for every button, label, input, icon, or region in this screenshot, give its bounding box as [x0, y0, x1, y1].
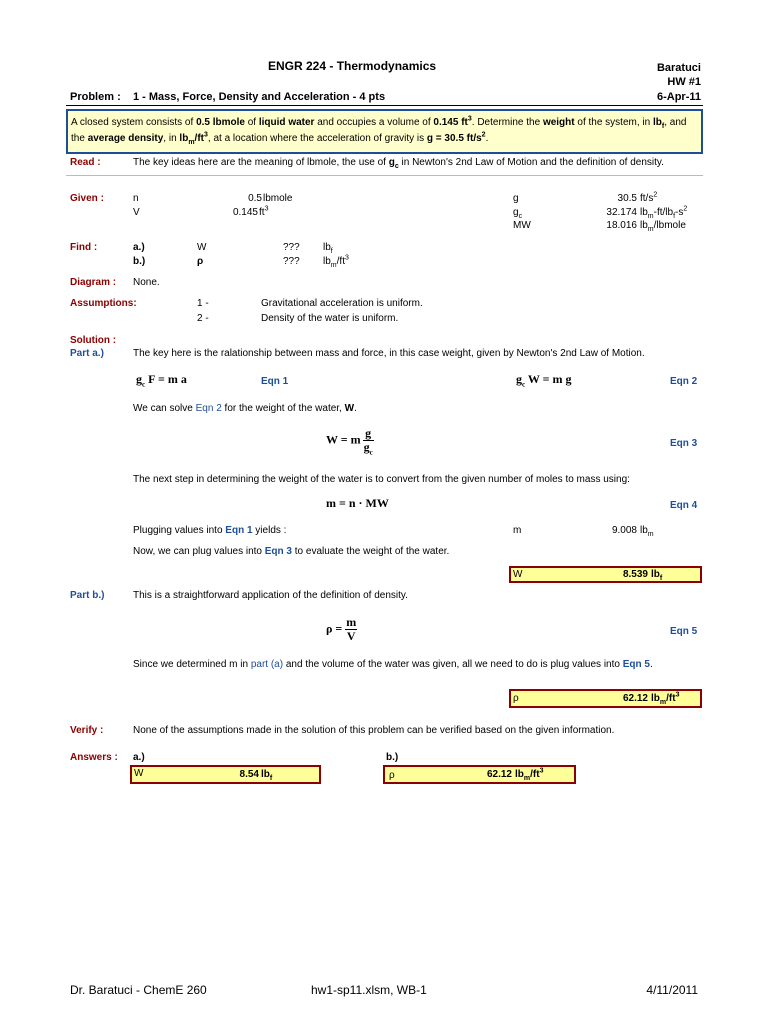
footer-left: Dr. Baratuci - ChemE 260 — [70, 983, 207, 997]
verify-label: Verify : — [70, 725, 104, 736]
answer-b-unit: $lb_m/ft^3$ — [515, 767, 544, 782]
m-unit: $lb_m$ — [640, 525, 654, 538]
given-mw-unit: $lb_m$/lbmole — [640, 220, 686, 233]
answer-a-value: 8.54 — [239, 769, 259, 780]
plug-eqn1-text: Plugging values into Eqn 1 yields : — [133, 525, 287, 536]
eqn-5-label: Eqn 5 — [670, 626, 698, 637]
eqn-3-label: Eqn 3 — [670, 438, 698, 449]
header-date: 6-Apr-11 — [656, 91, 701, 103]
density-result-symbol: ρ — [513, 693, 519, 704]
part-a-link[interactable]: part (a) — [250, 659, 284, 670]
eqn-4-label: Eqn 4 — [670, 500, 698, 511]
equation-1: $g_c$ F = m a — [136, 372, 187, 389]
find-a-value: ??? — [283, 242, 300, 253]
assumption-1-number: 1 - — [197, 298, 209, 309]
eqn-1-label: Eqn 1 — [261, 376, 289, 387]
equation-4: m = n · MW — [326, 496, 389, 510]
answer-b-value: 62.12 — [486, 769, 512, 780]
verify-text: None of the assumptions made in the solution of this problem can be verified based on the given information. — [133, 725, 615, 736]
given-gc-unit: $lb_m-ft/lb_f-s^2$ — [640, 205, 688, 220]
given-v-value: 0.145 — [232, 207, 258, 218]
find-a-label: a.) — [133, 242, 145, 253]
given-label: Given : — [70, 193, 104, 204]
given-v-symbol: V — [133, 207, 140, 218]
weight-result-symbol: W — [513, 569, 523, 580]
given-gc-symbol: $g_c$ — [513, 207, 523, 220]
answer-b-box — [383, 765, 576, 784]
answer-b-symbol: ρ — [389, 770, 395, 781]
part-a-intro: The key here is the ralationship between mass and force, in this case weight, given by Newton's 2nd Law of Motion. — [133, 348, 645, 359]
find-b-value: ??? — [283, 256, 300, 267]
m-symbol: m — [513, 525, 522, 536]
read-label: Read : — [70, 157, 101, 168]
diagram-label: Diagram : — [70, 277, 117, 288]
given-g-unit: $ft/s^2$ — [640, 191, 658, 204]
assumption-2-text: Density of the water is uniform. — [261, 313, 399, 324]
assumptions-label: Assumptions: — [70, 298, 137, 309]
answer-a-symbol: W — [134, 768, 144, 779]
part-b-label: Part b.) — [70, 590, 105, 601]
problem-title: 1 - Mass, Force, Density and Acceleration - 4 pts — [133, 91, 386, 103]
next-step-text: The next step in determining the weight of the water is to convert from the given number of moles to mass using: — [133, 474, 630, 485]
given-mw-value: 18.016 — [606, 220, 637, 231]
find-label: Find : — [70, 242, 98, 253]
solution-label: Solution : — [70, 335, 117, 346]
given-n-symbol: n — [133, 193, 139, 204]
answer-a-box — [130, 765, 321, 784]
weight-result-value: 8.539 — [622, 569, 648, 580]
answer-a-label: a.) — [133, 752, 145, 763]
course-title: ENGR 224 - Thermodynamics — [268, 59, 437, 73]
problem-statement: A closed system consists of 0.5 lbmole of liquid water and occupies a volume of 0.145 $ft^3$. Determine the weight of the system, in $lb_f$, and the average density, in $lb_m/ft^3$, at a location where the acceleration of gravity is g = 30.5 $ft/s^2$. — [66, 109, 703, 154]
solve-text: We can solve Eqn 2 for the weight of the water, W. — [133, 403, 357, 414]
weight-result-unit: $lb_f$ — [651, 569, 663, 582]
diagram-text: None. — [133, 277, 160, 288]
header-divider — [66, 105, 703, 106]
density-result-box — [509, 689, 702, 708]
weight-result-box — [509, 566, 702, 583]
find-b-symbol: ρ — [197, 256, 204, 267]
given-n-value: 0.5 — [248, 193, 262, 204]
find-a-unit: $lb_f$ — [323, 242, 333, 255]
answers-label: Answers : — [70, 752, 118, 763]
part-a-label: Part a.) — [70, 348, 104, 359]
equation-3: W = m $\frac{g}{g_c}$ — [326, 426, 373, 457]
answer-b-label: b.) — [386, 752, 399, 763]
footer-center: hw1-sp11.xlsm, WB-1 — [311, 983, 427, 997]
given-v-unit: $ft^3$ — [259, 205, 269, 218]
given-g-value: 30.5 — [617, 193, 637, 204]
given-g-symbol: g — [513, 193, 519, 204]
plug-eqn3-text: Now, we can plug values into Eqn 3 to evaluate the weight of the water. — [133, 546, 450, 557]
eqn-2-label: Eqn 2 — [670, 376, 698, 387]
equation-5: ρ = $\frac{m}{V}$ — [326, 615, 357, 643]
problem-label: Problem : — [70, 91, 121, 103]
find-b-label: b.) — [133, 256, 146, 267]
author-name: Baratuci — [656, 62, 701, 74]
given-mw-symbol: MW — [513, 220, 531, 231]
hw-number: HW #1 — [667, 76, 701, 88]
equation-2: $g_c$ W = m g — [516, 372, 572, 389]
find-b-unit: $lb_m/ft^3$ — [323, 254, 349, 269]
read-divider — [66, 175, 703, 176]
read-text: The key ideas here are the meaning of lbmole, the use of $g_c$ in Newton's 2nd Law of Motion and the definition of density. — [133, 157, 664, 170]
assumption-1-text: Gravitational acceleration is uniform. — [261, 298, 423, 309]
footer-right: 4/11/2011 — [646, 983, 698, 997]
density-result-value: 62.12 — [622, 693, 648, 704]
given-gc-value: 32.174 — [606, 207, 637, 218]
find-a-symbol: W — [197, 242, 207, 253]
since-text: Since we determined m in part (a) and the volume of the water was given, all we need to do is plug values into Eqn 5. — [133, 659, 653, 670]
eqn-2-link[interactable]: Eqn 2 — [195, 403, 222, 414]
part-b-text: This is a straightforward application of the definition of density. — [133, 590, 408, 601]
assumption-2-number: 2 - — [197, 313, 209, 324]
m-value: 9.008 — [611, 525, 637, 536]
answer-a-unit: $lb_f$ — [261, 769, 273, 782]
given-n-unit: lbmole — [263, 193, 293, 204]
density-result-unit: $lb_m/ft^3$ — [651, 691, 680, 706]
